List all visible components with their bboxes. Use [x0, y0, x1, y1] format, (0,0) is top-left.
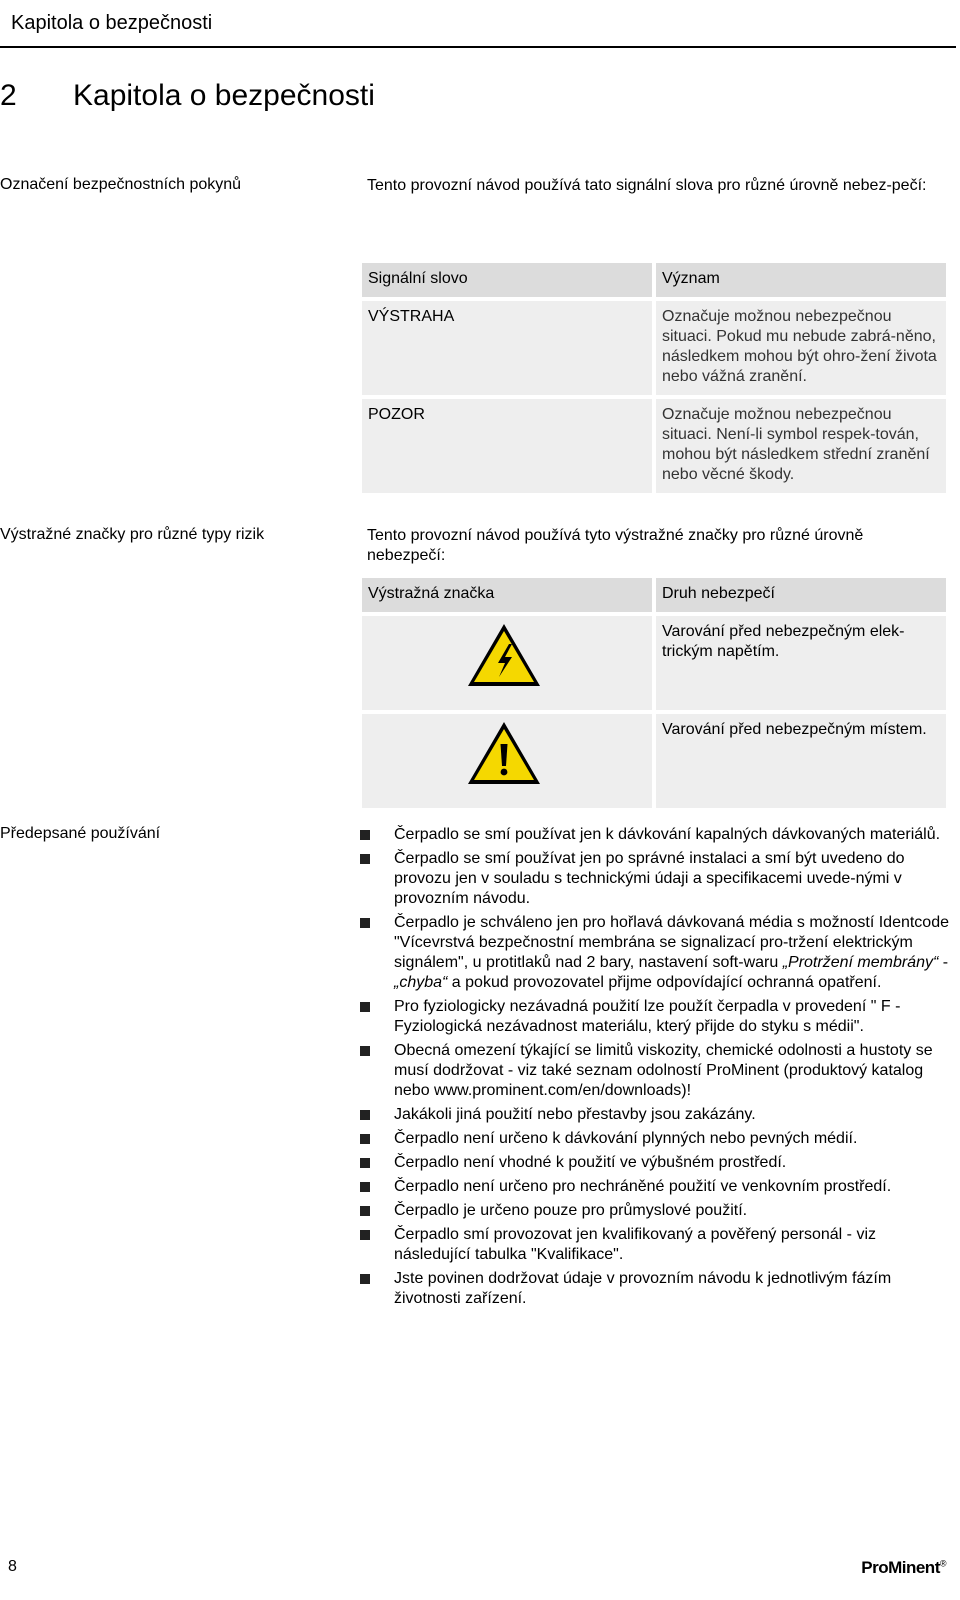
hazard-description: Varování před nebezpečným místem.	[656, 714, 946, 808]
bullet-square-icon	[360, 1046, 370, 1056]
emphasis-text: „chyba“	[394, 974, 448, 991]
sign-cell	[362, 714, 652, 808]
list-item: Pro fyziologicky nezávadná použití lze použít čerpadla v provedení " F - Fyziologická nezávadnost materiálu, který přijde do styku s médii".	[356, 997, 956, 1037]
bullet-square-icon	[360, 1002, 370, 1012]
signal-meaning: Označuje možnou nebezpečnou situaci. Není-li symbol respek-tován, mohou být následkem střední zranění nebo věcné škody.	[656, 399, 946, 493]
table-row	[362, 301, 946, 395]
signal-word: POZOR	[362, 399, 652, 493]
bullet-square-icon	[360, 1158, 370, 1168]
list-item: Čerpadlo je schváleno jen pro hořlavá dávkovaná média s možností Identcode "Vícevrstvá bezpečnostní membrána se signalizací pro-tržení elektrickým signálem", u protitlaků nad 2 bary, nastavení soft-waru „Protržení membrány“ - „chyba“ a pokud provozovatel přijme odpovídající ochranná opatření.	[356, 913, 956, 993]
table-header-row	[362, 578, 946, 612]
signal-word: VÝSTRAHA	[362, 301, 652, 395]
section-label-intended-use: Předepsané používání	[0, 825, 161, 842]
prominent-logo: ProMinent®	[861, 1558, 946, 1577]
chapter-number: 2	[0, 79, 17, 112]
emphasis-text: „Protržení membrány“	[782, 954, 939, 971]
list-item: Čerpadlo je určeno pouze pro průmyslové použití.	[356, 1201, 956, 1221]
list-item: Čerpadlo není určeno pro nechráněné použití ve venkovním prostředí.	[356, 1177, 956, 1197]
list-item: Čerpadlo smí provozovat jen kvalifikovaný a pověřený personál - viz následující tabulka "Kvalifikace".	[356, 1225, 956, 1265]
list-item: Jste povinen dodržovat údaje v provozním návodu k jednotlivým fázím životnosti zařízení.	[356, 1269, 956, 1309]
section-intro-warning-signs: Tento provozní návod používá tyto výstražné značky pro různé úrovně nebezpečí:	[367, 527, 864, 564]
header-divider	[0, 46, 956, 48]
section-label-warning-signs: Výstražné značky pro různé typy rizik	[0, 526, 265, 543]
bullet-square-icon	[360, 1206, 370, 1216]
sign-cell	[362, 616, 652, 710]
list-item: Čerpadlo není vhodné k použití ve výbušném prostředí.	[356, 1153, 956, 1173]
bullet-square-icon	[360, 1134, 370, 1144]
signal-words-table	[358, 259, 950, 497]
list-item: Jakákoli jiná použití nebo přestavby jsou zakázány.	[356, 1105, 956, 1125]
table-row	[362, 616, 946, 710]
list-item: Čerpadlo není určeno k dávkování plynných nebo pevných médií.	[356, 1129, 956, 1149]
bullet-square-icon	[360, 1110, 370, 1120]
chapter-title: Kapitola o bezpečnosti	[73, 79, 375, 112]
list-item: Obecná omezení týkající se limitů viskozity, chemické odolnosti a hustoty se musí dodržovat - viz také seznam odolností ProMinent (produktový katalog nebo www.prominent.com/en/downloads)!	[356, 1041, 956, 1101]
table-row	[362, 399, 946, 493]
section-label-signal-words: Označení bezpečnostních pokynů	[0, 176, 242, 193]
table-header-row	[362, 263, 946, 297]
warning-signs-table	[358, 574, 950, 812]
electrical-hazard-icon	[466, 622, 542, 688]
section-intro-signal-words: Tento provozní návod používá tato signální slova pro různé úrovně nebez-pečí:	[367, 177, 927, 194]
bullet-square-icon	[360, 1274, 370, 1284]
table-header-cell: Výstražná značka	[362, 578, 652, 612]
table-header-cell: Druh nebezpečí	[656, 578, 946, 612]
table-header-cell: Význam	[656, 263, 946, 297]
bullet-square-icon	[360, 830, 370, 840]
intended-use-list	[356, 825, 956, 1313]
table-row	[362, 714, 946, 808]
signal-meaning: Označuje možnou nebezpečnou situaci. Pokud mu nebude zabrá-něno, následkem mohou být ohro-žení života nebo vážná zranění.	[656, 301, 946, 395]
table-header-cell: Signální slovo	[362, 263, 652, 297]
general-warning-icon	[466, 720, 542, 786]
hazard-description: Varování před nebezpečným elek-trickým napětím.	[656, 616, 946, 710]
running-header: Kapitola o bezpečnosti	[11, 12, 213, 34]
bullet-square-icon	[360, 1230, 370, 1240]
page-number: 8	[8, 1558, 17, 1575]
bullet-square-icon	[360, 918, 370, 928]
bullet-square-icon	[360, 1182, 370, 1192]
list-item: Čerpadlo se smí používat jen k dávkování kapalných dávkovaných materiálů.	[356, 825, 956, 845]
bullet-square-icon	[360, 854, 370, 864]
list-item: Čerpadlo se smí používat jen po správné instalaci a smí být uvedeno do provozu jen v souladu s technickými údaji a specifikacemi uvede-nými v provozním návodu.	[356, 849, 956, 909]
